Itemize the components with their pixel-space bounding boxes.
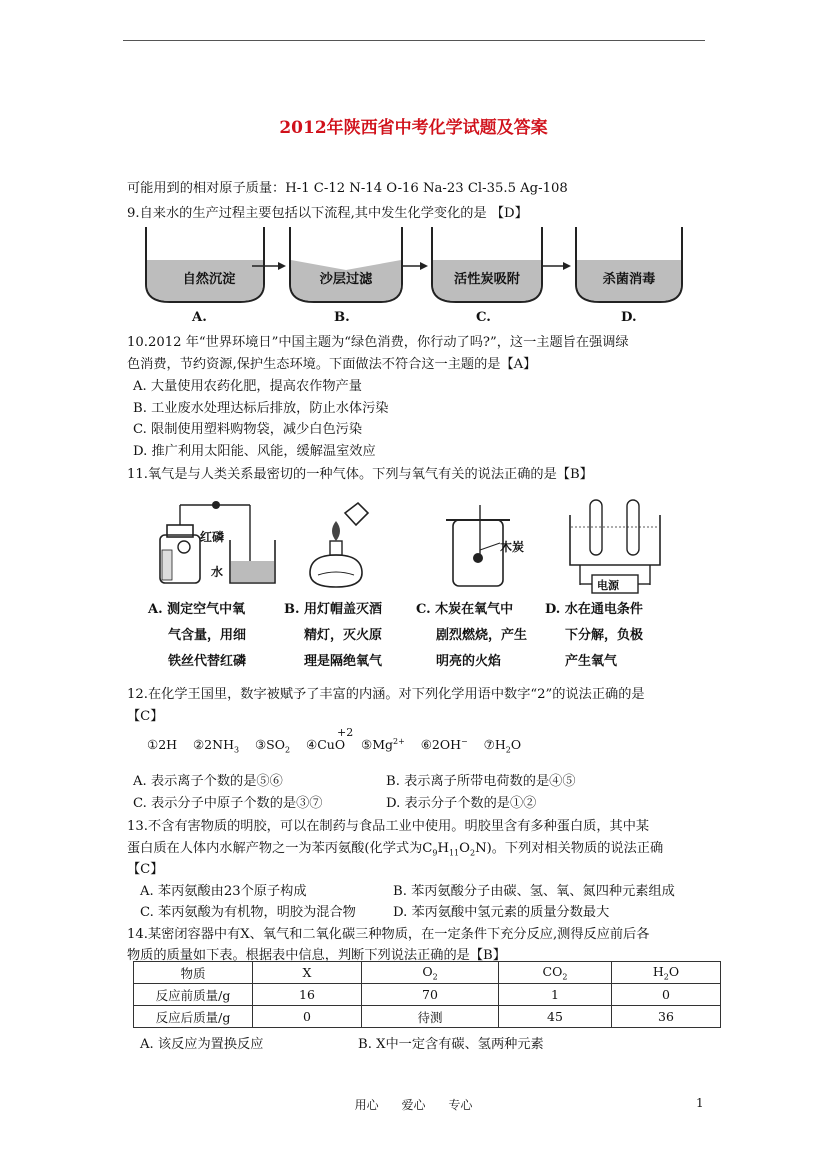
q10-option-a: A. 大量使用农药化肥，提高农作物产量 [133, 379, 362, 394]
q11-caption-c: C. 木炭在氧气中 剧烈燃烧，产生 明亮的火焰 [416, 602, 528, 669]
q13-option-a: A. 苯丙氨酸由23个原子构成 [140, 884, 307, 899]
q12-option-d: D. 表示分子个数的是①② [386, 796, 537, 811]
figure-b-alcohol-lamp [310, 503, 368, 587]
step-b-letter: B. [334, 310, 350, 325]
q11-stem: 11.氧气是与人类关系最密切的一种气体。下列与氧气有关的说法正确的是【B】 [127, 467, 593, 482]
step-c-label: 活性炭吸附 [454, 272, 520, 287]
header-rule [123, 40, 705, 41]
step-a-letter: A. [192, 310, 207, 325]
q13-option-c: C. 苯丙氨酸为有机物，明胶为混合物 [140, 905, 356, 920]
q12-symbols: ①2H $②2NH_3$ $③SO_2$ ④CuO $⑤Mg^{2+}$ ⑥2OH− $⑦H_2O$ [147, 737, 522, 755]
q14-stem-1: 14.某密闭容器中有X、氧气和二氧化碳三种物质，在一定条件下充分反应,测得反应前后各 [127, 927, 650, 942]
q12-option-c: C. 表示分子中原子个数的是③⑦ [133, 796, 323, 811]
q13-option-d: D. 苯丙氨酸中氢元素的质量分数最大 [393, 905, 610, 920]
q11-caption-d: D. 水在通电条件 下分解，负极 产生氧气 [545, 602, 644, 669]
q12-stem-1: 12.在化学王国里，数字被赋予了丰富的内涵。对下列化学用语中数字“2”的说法正确的是 [127, 687, 645, 702]
q12-option-b: B. 表示离子所带电荷数的是④⑤ [386, 774, 576, 789]
q12-option-a: A. 表示离子个数的是⑤⑥ [133, 774, 283, 789]
q13-stem-3: 【C】 [127, 862, 164, 877]
q14-option-b: B. X中一定含有碳、氢两种元素 [358, 1037, 544, 1052]
fig-label-charcoal: 木炭 [500, 540, 525, 554]
q10-option-c: C. 限制使用塑料购物袋，减少白色污染 [133, 422, 363, 437]
q14-mass-table [133, 961, 721, 1028]
q12-stem-2: 【C】 [127, 709, 164, 724]
q13-option-b: B. 苯丙氨酸分子由碳、氢、氧、氮四种元素组成 [393, 884, 675, 899]
table-row: 反应后质量/g 0 待测 45 36 [134, 1006, 721, 1028]
page-number: 1 [696, 1096, 704, 1110]
step-d-label: 杀菌消毒 [602, 272, 656, 287]
footer-motto: 用心 爱心 专心 [354, 1098, 473, 1112]
fig-label-water: 水 [211, 565, 224, 579]
tank-a [146, 227, 264, 302]
q14-stem-2: 物质的质量如下表。根据表中信息，判断下列说法正确的是【B】 [127, 948, 506, 963]
q10-option-d: D. 推广利用太阳能、风能，缓解温室效应 [133, 444, 376, 459]
tank-c [432, 227, 542, 302]
q10-stem-1: 10.2012 年“世界环境日”中国主题为“绿色消费，你行动了吗?”，这一主题旨在强调绿 [127, 335, 629, 350]
q13-stem-2: 蛋白质在人体内水解产物之一为苯丙氨酸(化学式为$C_9H_{11}O_2N$)。下列对相关物质的说法正确 [127, 841, 664, 858]
q13-stem-1: 13.不含有害物质的明胶，可以在制药与食品工业中使用。明胶里含有多种蛋白质，其中某 [127, 819, 650, 834]
fig-label-power: 电源 [597, 579, 619, 592]
q10-option-b: B. 工业废水处理达标后排放，防止水体污染 [133, 401, 389, 416]
q14-option-a: A. 该反应为置换反应 [140, 1037, 264, 1052]
step-b-label: 沙层过滤 [319, 272, 373, 287]
step-d-letter: D. [621, 310, 637, 325]
table-row: 反应前质量/g 16 70 1 0 [134, 984, 721, 1006]
cu-charge: +2 [337, 726, 354, 739]
fig-label-red-phosphorus: 红磷 [200, 530, 225, 544]
q11-caption-b: B. 用灯帽盖灭酒 精灯，灭火原 理是隔绝氧气 [284, 602, 383, 669]
page-title: 2012年陕西省中考化学试题及答案 [279, 118, 548, 138]
q10-stem-2: 色消费，节约资源,保护生态环境。下面做法不符合这一主题的是【A】 [127, 357, 537, 372]
step-a-label: 自然沉淀 [182, 272, 236, 287]
q9-stem: 9.自来水的生产过程主要包括以下流程,其中发生化学变化的是 【D】 [127, 206, 528, 221]
step-c-letter: C. [476, 310, 491, 325]
table-header-row: 物质 X $O_2$ $CO_2$ $H_2O$ [134, 962, 721, 984]
tank-b [290, 227, 402, 302]
q11-caption-a: A. 测定空气中氧 气含量，用细 铁丝代替红磷 [148, 602, 247, 669]
atomic-masses: 可能用到的相对原子质量：H-1 C-12 N-14 O-16 Na-23 Cl-35.5 Ag-108 [127, 181, 568, 196]
tank-d [576, 227, 682, 302]
